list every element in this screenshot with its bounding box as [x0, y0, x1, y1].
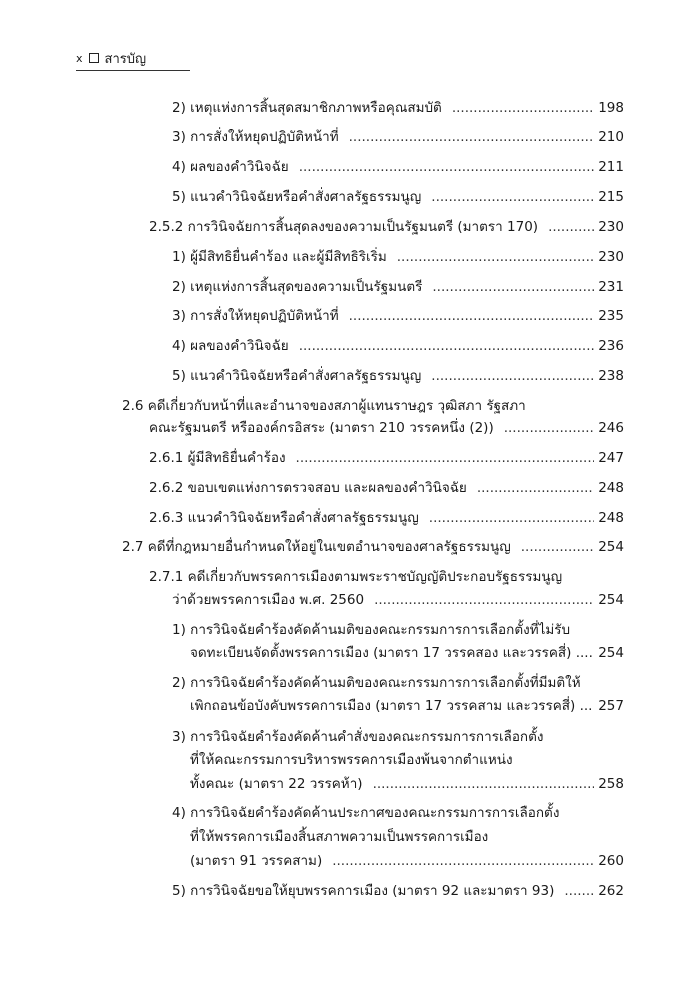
toc-entry-text: 1) ผู้มีสิทธิยื่นคำร้อง และผู้มีสิทธิริเริ่ม: [172, 249, 387, 265]
checkbox-square-icon: [89, 53, 99, 63]
toc-entry-text: (มาตรา 91 วรรคสาม): [190, 853, 323, 869]
toc-entry-text: 5) การวินิจฉัยขอให้ยุบพรรคการเมือง (มาตรา 92 และมาตรา 93): [172, 883, 555, 899]
toc-entry-first-line: 1) การวินิจฉัยคำร้องคัดค้านมติของคณะกรรมการการเลือกตั้งที่ไม่รับ: [172, 622, 571, 638]
leader-dots: [299, 156, 595, 178]
leader-dots: [564, 880, 594, 902]
toc-entry-first-line: 4) การวินิจฉัยคำร้องคัดค้านประกาศของคณะกรรมการการเลือกตั้ง: [172, 805, 560, 821]
toc-page-number: 238: [598, 368, 624, 384]
toc-page-number: 215: [598, 189, 624, 205]
toc-page-number: 230: [598, 219, 624, 235]
toc-page-number: 260: [598, 853, 624, 869]
toc-page-number: 198: [598, 100, 624, 116]
running-header: [76, 46, 190, 71]
toc-entry: [190, 642, 624, 664]
toc-entry-text: 2.7 คดีที่กฎหมายอื่นกำหนดให้อยู่ในเขตอำนาจของศาลรัฐธรรมนูญ: [122, 539, 511, 555]
toc-entry-text: ว่าด้วยพรรคการเมือง พ.ศ. 2560: [172, 592, 365, 608]
toc-page-number: 236: [598, 338, 624, 354]
toc-entry: [172, 126, 624, 148]
toc-entry-text: 3) การสั่งให้หยุดปฏิบัติหน้าที่: [172, 129, 339, 145]
toc-entry-text: 3) การสั่งให้หยุดปฏิบัติหน้าที่: [172, 308, 339, 324]
toc-page-number: 262: [598, 883, 624, 899]
leader-dots: [374, 589, 594, 611]
leader-dots: [477, 477, 594, 499]
toc-entry-first-line: 2.6 คดีเกี่ยวกับหน้าที่และอำนาจของสภาผู้แทนราษฎร วุฒิสภา รัฐสภา: [122, 398, 526, 414]
toc-entry-text: 2.6.3 แนวคำวินิจฉัยหรือคำสั่งศาลรัฐธรรมนูญ: [149, 510, 419, 526]
leader-dots: [349, 305, 595, 327]
page-number: x: [76, 51, 83, 65]
leader-dots: [296, 447, 595, 469]
toc-page-number: 258: [598, 776, 624, 792]
toc-page-number: 257: [598, 698, 624, 714]
leader-dots: [521, 536, 594, 558]
toc-entry: [172, 186, 624, 208]
toc-entry: [172, 365, 624, 387]
toc-entry: [190, 850, 624, 872]
toc-page-number: 247: [598, 450, 624, 466]
toc-entry-text: 5) แนวคำวินิจฉัยหรือคำสั่งศาลรัฐธรรมนูญ: [172, 189, 422, 205]
toc-entry-text: 4) ผลของคำวินิจฉัย: [172, 338, 289, 354]
toc-entry: [172, 589, 624, 611]
toc-entry-text: เพิกถอนข้อบังคับพรรคการเมือง (มาตรา 17 วรรคสาม และวรรคสี่) ...: [190, 698, 593, 714]
toc-entry-text: 2) เหตุแห่งการสิ้นสุดสมาชิกภาพหรือคุณสมบัติ: [172, 100, 442, 116]
toc-entry: [190, 695, 624, 717]
toc-entry: [172, 246, 624, 268]
toc-entry: [172, 276, 624, 298]
leader-dots: [299, 335, 595, 357]
toc-page-number: 231: [598, 279, 624, 295]
toc-page-number: 246: [598, 420, 624, 436]
toc-page-number: 254: [598, 645, 624, 661]
toc-page-number: 235: [598, 308, 624, 324]
toc-page-number: 230: [598, 249, 624, 265]
leader-dots: [332, 850, 594, 872]
toc-entry-first-line: 2) การวินิจฉัยคำร้องคัดค้านมติของคณะกรรมการการเลือกตั้งที่มีมติให้: [172, 675, 581, 691]
toc-entry-text: 4) ผลของคำวินิจฉัย: [172, 159, 289, 175]
toc-entry-text: ทั้งคณะ (มาตรา 22 วรรคห้า): [190, 776, 363, 792]
toc-entry: [172, 156, 624, 178]
toc-entry-second-line: ที่ให้พรรคการเมืองสิ้นสภาพความเป็นพรรคการเมือง: [190, 829, 489, 845]
leader-dots: [431, 365, 594, 387]
leader-dots: [397, 246, 594, 268]
leader-dots: [452, 97, 594, 119]
leader-dots: [432, 276, 594, 298]
leader-dots: [504, 417, 595, 439]
toc-entry-text: 2.5.2 การวินิจฉัยการสิ้นสุดลงของความเป็นรัฐมนตรี (มาตรา 170): [149, 219, 539, 235]
leader-dots: [431, 186, 594, 208]
header-title: สารบัญ: [104, 51, 147, 67]
toc-entry-text: จดทะเบียนจัดตั้งพรรคการเมือง (มาตรา 17 วรรคสอง และวรรคสี่) ....: [190, 645, 593, 661]
toc-entry: [172, 880, 624, 902]
leader-dots: [548, 216, 594, 238]
toc-entry-text: 2.6.1 ผู้มีสิทธิยื่นคำร้อง: [149, 450, 286, 466]
toc-entry: [149, 507, 624, 529]
toc-page-number: 254: [598, 592, 624, 608]
leader-dots: [349, 126, 595, 148]
toc-entry: [149, 417, 624, 439]
toc-entry: [149, 216, 624, 238]
toc-page-number: 210: [598, 129, 624, 145]
toc-page-number: 248: [598, 480, 624, 496]
toc-entry-text: คณะรัฐมนตรี หรือองค์กรอิสระ (มาตรา 210 วรรคหนึ่ง (2)): [149, 420, 494, 436]
toc-entry-first-line: 3) การวินิจฉัยคำร้องคัดค้านคำสั่งของคณะกรรมการการเลือกตั้ง: [172, 729, 544, 745]
toc-entry: [172, 335, 624, 357]
toc-entry: [149, 477, 624, 499]
toc-entry-text: 2) เหตุแห่งการสิ้นสุดของความเป็นรัฐมนตรี: [172, 279, 423, 295]
toc-entry: [172, 305, 624, 327]
toc-page-number: 248: [598, 510, 624, 526]
toc-entry-text: 5) แนวคำวินิจฉัยหรือคำสั่งศาลรัฐธรรมนูญ: [172, 368, 422, 384]
toc-entry-second-line: ที่ให้คณะกรรมการบริหารพรรคการเมืองพ้นจากตำแหน่ง: [190, 752, 513, 768]
toc-entry: [190, 773, 624, 795]
toc-entry: [172, 97, 624, 119]
toc-page-number: 254: [598, 539, 624, 555]
toc-entry-first-line: 2.7.1 คดีเกี่ยวกับพรรคการเมืองตามพระราชบัญญัติประกอบรัฐธรรมนูญ: [149, 569, 563, 585]
toc-page-number: 211: [598, 159, 624, 175]
leader-dots: [373, 773, 595, 795]
toc-entry: [122, 536, 624, 558]
leader-dots: [429, 507, 594, 529]
toc-entry: [149, 447, 624, 469]
toc-entry-text: 2.6.2 ขอบเขตแห่งการตรวจสอบ และผลของคำวินิจฉัย: [149, 480, 467, 496]
